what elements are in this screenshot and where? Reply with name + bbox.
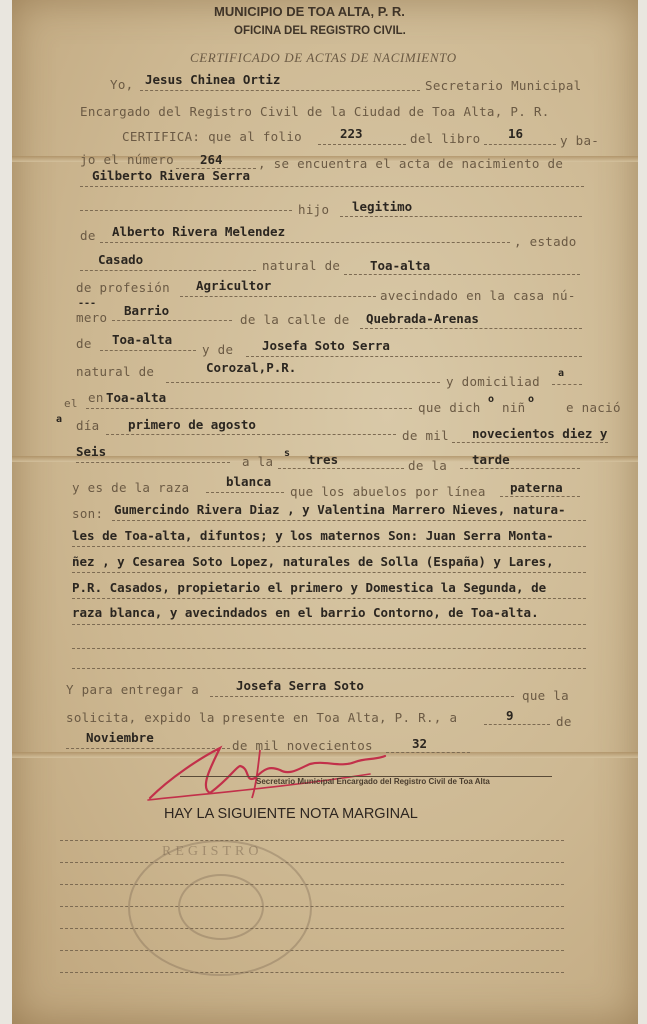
fill-line — [72, 546, 586, 547]
que-dicho-label: que dich — [418, 400, 481, 415]
child-name: Gilberto Rivera Serra — [92, 168, 251, 183]
calle-label: de la calle de — [240, 312, 350, 327]
fill-line — [210, 696, 514, 697]
dia-value: primero de agosto — [128, 417, 256, 432]
year-short: 32 — [412, 736, 428, 751]
tarde-value: tarde — [472, 452, 510, 467]
numero-value: 264 — [200, 152, 223, 167]
en-label: en — [88, 390, 104, 405]
secretary-name: Jesus Chinea Ortiz — [145, 72, 281, 87]
nota-marginal-heading: HAY LA SIGUIENTE NOTA MARGINAL — [164, 806, 418, 822]
fill-line — [166, 382, 440, 383]
casa-prefix: --- — [78, 298, 97, 309]
fill-line — [484, 144, 556, 145]
note-line — [60, 950, 564, 951]
hijo-label: hijo — [298, 202, 330, 217]
raza-value: blanca — [226, 474, 272, 489]
y-ba-label: y ba- — [560, 133, 600, 148]
fill-line — [72, 668, 586, 669]
fill-line — [72, 624, 586, 625]
fill-line — [112, 320, 232, 321]
fill-line — [500, 496, 580, 497]
y-de-label: y de — [202, 342, 234, 357]
secretary-title: Secretario Municipal — [425, 78, 582, 93]
fill-line — [100, 350, 196, 351]
natural-de-label-2: natural de — [76, 364, 155, 379]
mother-name: Josefa Soto Serra — [262, 338, 390, 353]
grandparents-line: P.R. Casados, propietario el primero y Domestica la Segunda, de — [72, 580, 547, 595]
fill-line — [318, 144, 406, 145]
fill-line — [72, 572, 586, 573]
mero-label: mero — [76, 310, 108, 325]
nacio-label: e nació — [566, 400, 621, 415]
fill-line — [360, 328, 582, 329]
father-natural: Toa-alta — [370, 258, 431, 273]
fill-line — [80, 186, 584, 187]
office-title: OFICINA DEL REGISTRO CIVIL. — [234, 25, 406, 37]
fill-line — [112, 520, 586, 521]
domicile-value: Toa-alta — [106, 390, 167, 405]
encargado-line: Encargado del Registro Civil de la Ciudad de Toa Alta, P. R. — [80, 104, 550, 119]
barrio-value: Barrio — [124, 303, 170, 318]
stamp-text: REGISTRO — [162, 844, 263, 859]
note-line — [60, 972, 564, 973]
hora-prefix: s — [284, 448, 291, 459]
fill-line — [452, 442, 608, 443]
entregar-label: Y para entregar a — [66, 682, 200, 697]
certificate-title: CERTIFICADO DE ACTAS DE NACIMIENTO — [190, 50, 457, 65]
fill-line — [140, 90, 420, 91]
avecindado-label: avecindado en la casa nú- — [380, 288, 576, 303]
year-text-2: Seis — [76, 444, 107, 459]
fill-line — [344, 274, 580, 275]
o-mark-2: o — [528, 394, 535, 405]
domiciliada-suffix: a — [558, 368, 565, 379]
a-la-label: a la — [242, 454, 274, 469]
de-label: de — [80, 228, 96, 243]
profesion-value: Agricultor — [196, 278, 272, 293]
note-line — [60, 840, 564, 841]
fill-line — [72, 598, 586, 599]
calle-value: Quebrada-Arenas — [366, 311, 479, 326]
estado-value: Casado — [98, 252, 144, 267]
de-label: de — [76, 336, 92, 351]
note-line — [60, 928, 564, 929]
estado-label: , estado — [514, 234, 577, 249]
fill-line — [80, 270, 256, 271]
mother-natural: Corozal,P.R. — [206, 360, 297, 375]
que-la-label: que la — [522, 688, 569, 703]
fill-line — [278, 468, 404, 469]
fill-line — [340, 216, 582, 217]
linea-value: paterna — [510, 480, 563, 495]
fill-line — [80, 210, 292, 211]
el-mark: el — [64, 397, 78, 410]
de-label-3: de — [556, 714, 572, 729]
numero-label: jo el número — [80, 152, 174, 167]
de-mil-label: de mil — [402, 428, 449, 443]
signature-mark — [140, 738, 400, 808]
fill-line — [72, 648, 586, 649]
son-label: son: — [72, 506, 104, 521]
municipality-title: MUNICIPIO DE TOA ALTA, P. R. — [214, 4, 405, 19]
father-name: Alberto Rivera Melendez — [112, 224, 286, 239]
grandparents-line: les de Toa-alta, difuntos; y los maternos Son: Juan Serra Monta- — [72, 528, 554, 543]
folio-value: 223 — [340, 126, 363, 141]
de-mil-novecientos: de mil novecientos — [232, 738, 373, 753]
fill-line — [76, 462, 230, 463]
signature-caption: Secretario Municipal Encargado del Registro Civil de Toa Alta — [256, 777, 490, 786]
fill-line — [106, 434, 396, 435]
fill-line — [100, 242, 510, 243]
note-line — [60, 862, 564, 863]
hora-value: tres — [308, 452, 339, 467]
dia-label: día — [76, 418, 100, 433]
yo-label: Yo, — [110, 77, 134, 92]
fill-line — [246, 356, 582, 357]
fill-line — [86, 408, 412, 409]
o-mark: o — [488, 394, 495, 405]
grandparents-line: raza blanca, y avecindados en el barrio Contorno, de Toa-alta. — [72, 605, 539, 620]
note-line — [60, 906, 564, 907]
fill-line — [180, 296, 376, 297]
month-value: Noviembre — [86, 730, 154, 745]
hijo-value: legitimo — [352, 199, 413, 214]
recipient-value: Josefa Serra Soto — [236, 678, 364, 693]
natural-de-label: natural de — [262, 258, 341, 273]
year-text: novecientos diez y — [472, 426, 608, 441]
solicita-text: solicita, expido la presente en Toa Alta, P. R., a — [66, 710, 458, 725]
a-mark: a — [56, 414, 63, 425]
grandparents-line: ñez , y Cesarea Soto Lopez, naturales de Solla (España) y Lares, — [72, 554, 554, 569]
de-la-label: de la — [408, 458, 448, 473]
fill-line — [460, 468, 580, 469]
raza-label: y es de la raza — [72, 480, 190, 495]
fill-line — [484, 724, 550, 725]
abuelos-label: que los abuelos por línea — [290, 484, 486, 499]
fill-line — [552, 384, 582, 385]
certifica-label: CERTIFICA: que al folio — [122, 129, 302, 144]
fill-line — [206, 492, 284, 493]
libro-value: 16 — [508, 126, 524, 141]
day-value: 9 — [506, 708, 514, 723]
libro-label: del libro — [410, 131, 481, 146]
profesion-label: de profesión — [76, 280, 170, 295]
nino-label: niñ — [502, 400, 526, 415]
domiciliada-label: y domiciliad — [446, 374, 540, 389]
town-value: Toa-alta — [112, 332, 173, 347]
note-line — [60, 884, 564, 885]
grandparents-line: Gumercindo Rivera Diaz , y Valentina Marrero Nieves, natura- — [114, 502, 566, 517]
se-encuentra-label: , se encuentra el acta de nacimiento de — [258, 156, 564, 171]
